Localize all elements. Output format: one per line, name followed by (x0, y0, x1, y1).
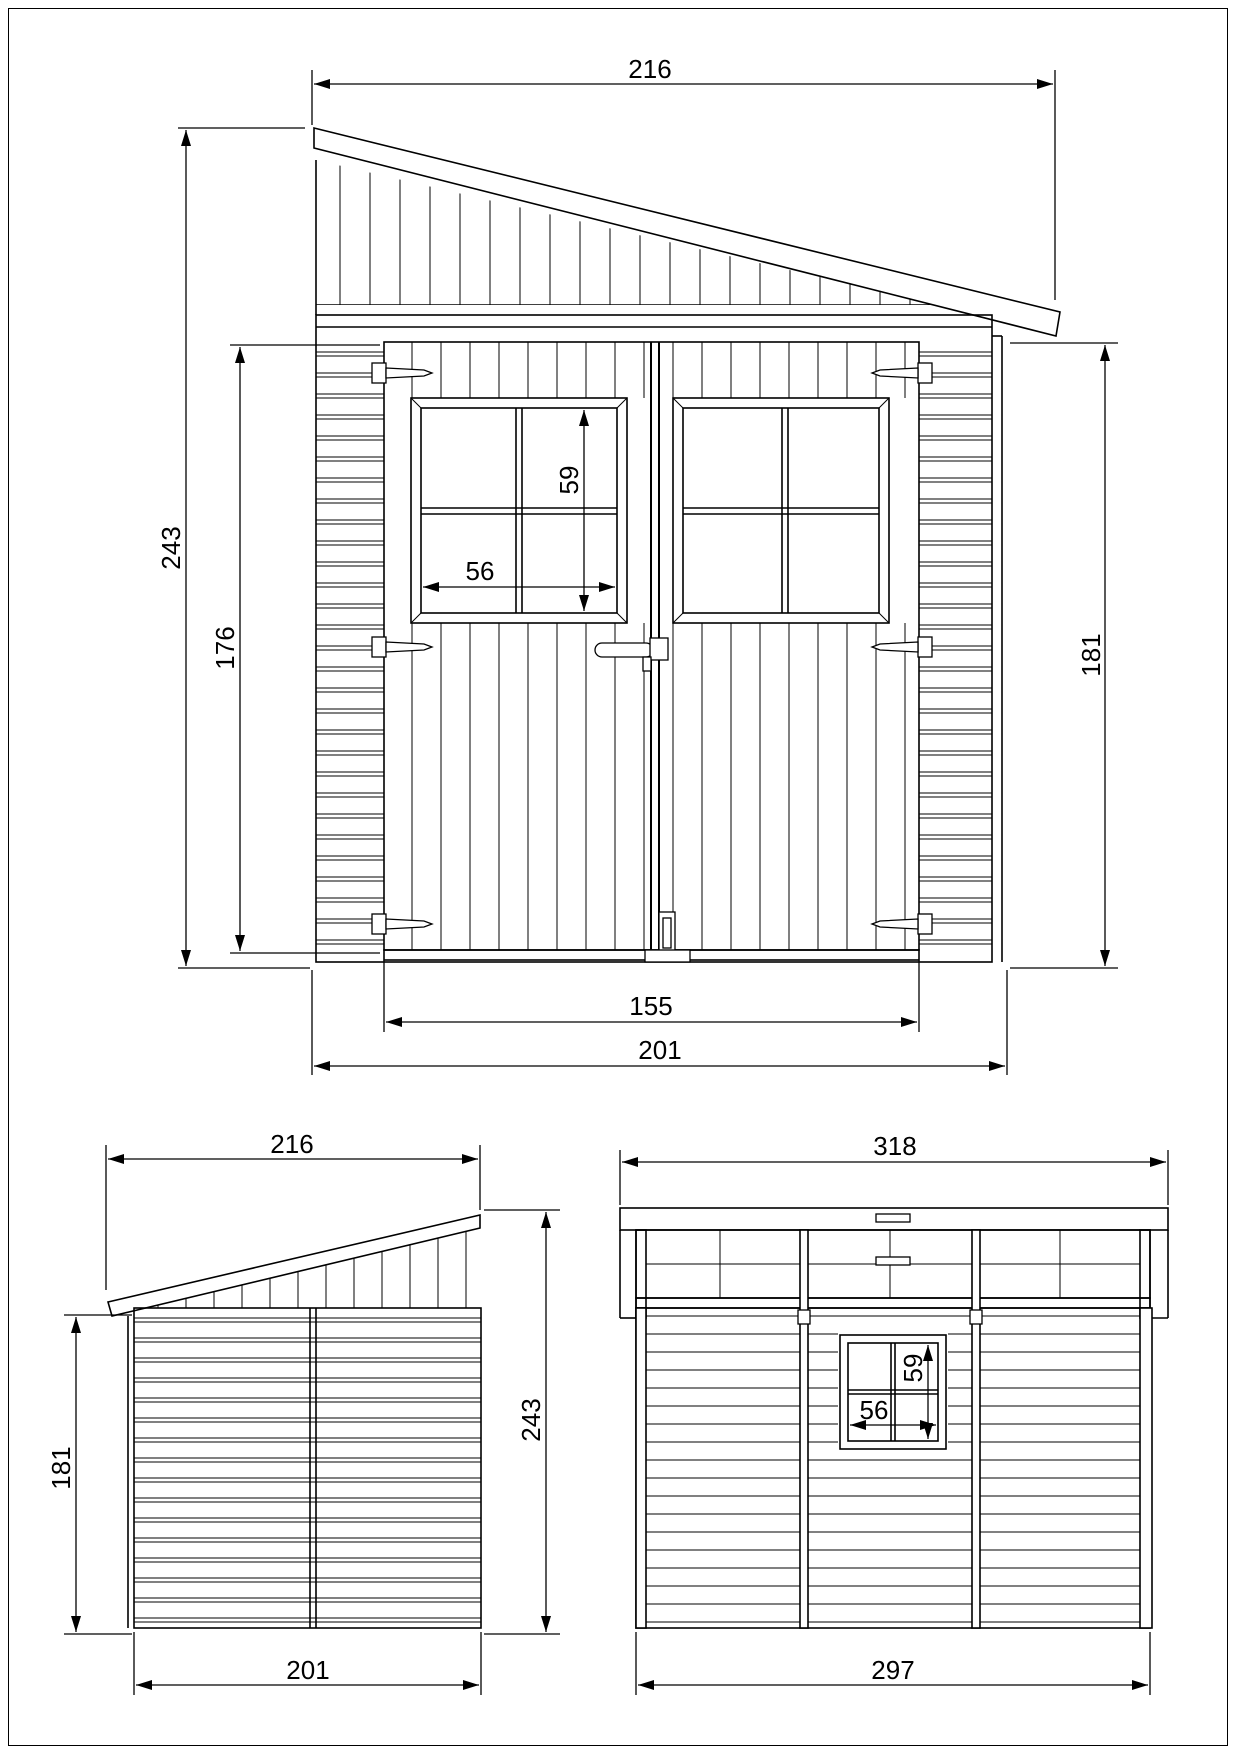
dim-label-rear-59: 59 (898, 1353, 928, 1383)
dim-label-side-181: 181 (46, 1446, 76, 1490)
dim-front-door-width (384, 960, 919, 1032)
side-roof (108, 1215, 480, 1316)
dim-front-top-width (312, 54, 1055, 300)
dim-label-front-59: 59 (554, 465, 584, 495)
dim-label-front-176: 176 (210, 626, 240, 670)
dim-rear-base-width (636, 1632, 1150, 1695)
dim-label-front-56: 56 (465, 556, 495, 586)
dim-rear-top-width (620, 1131, 1168, 1205)
dim-side-total-height (484, 1210, 560, 1634)
dim-label-side-243: 243 (516, 1398, 546, 1442)
dim-label-front-201: 201 (638, 1035, 682, 1065)
dim-label-front-216: 216 (628, 54, 672, 84)
side-wall-siding (134, 1318, 481, 1622)
dim-label-front-243: 243 (156, 526, 186, 570)
dim-side-wall-height (46, 1315, 132, 1634)
dim-label-rear-297: 297 (871, 1655, 915, 1685)
rear-roof-bracket-top (876, 1214, 910, 1222)
dim-label-rear-318: 318 (873, 1131, 917, 1161)
dim-label-side-216: 216 (270, 1129, 314, 1159)
dim-front-wall-height (1010, 343, 1118, 968)
front-gable-boards (316, 150, 940, 310)
dim-label-front-181: 181 (1076, 633, 1106, 677)
dim-label-front-155: 155 (629, 991, 673, 1021)
rear-roof-bracket-bottom (876, 1257, 910, 1265)
door-window-left (411, 398, 627, 623)
door-window-right (673, 398, 889, 623)
rear-view (620, 1131, 1168, 1695)
front-view (156, 54, 1118, 1075)
side-view (46, 1129, 560, 1695)
side-wall (134, 1308, 481, 1628)
dim-front-total-height (156, 128, 310, 968)
dim-side-base-width (134, 1632, 481, 1695)
dim-label-side-201: 201 (286, 1655, 330, 1685)
dim-label-rear-56: 56 (859, 1395, 889, 1425)
